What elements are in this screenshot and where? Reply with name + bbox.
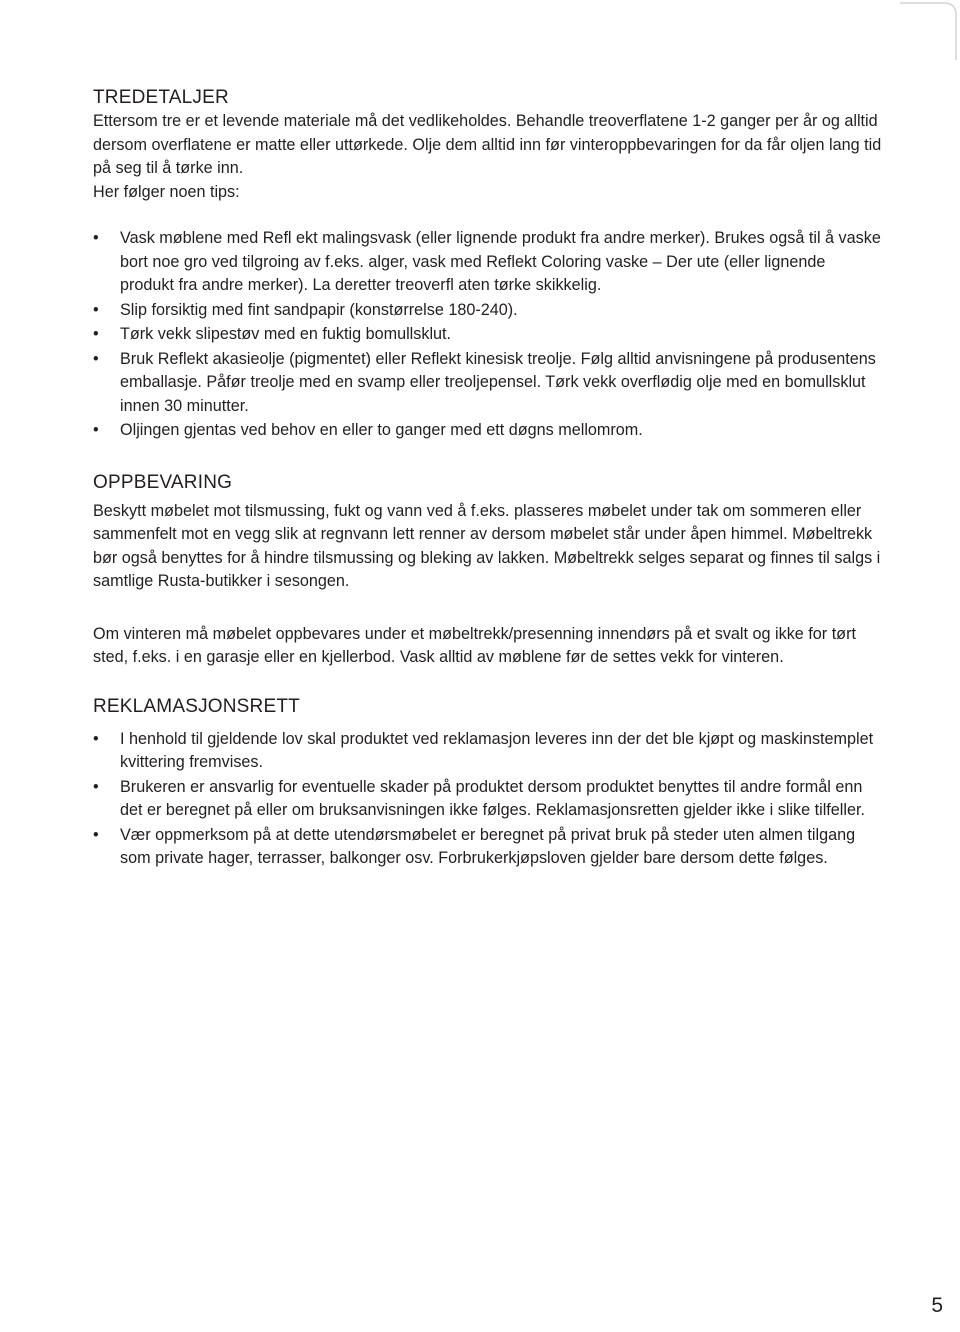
tredetaljer-intro: Ettersom tre er et levende materiale må det vedlikeholdes. Behandle treoverflatene 1-2 ganger per år og alltid dersom overflatene er matte eller uttørkede. Olje dem alltid inn før vinteroppbevaringen for da får oljen lang tid på seg til å tørke inn. [93, 112, 882, 177]
bullet: • [93, 777, 99, 796]
list-item [93, 776, 883, 823]
list-item [93, 299, 883, 323]
reklamasjonsrett-heading: REKLAMASJONSRETT [93, 695, 300, 717]
list-item [93, 323, 883, 347]
list-item-text: Brukeren er ansvarlig for eventuelle skader på produktet dersom produktet benyttes til andre formål enn det er beregnet på eller om bruksanvisningen ikke følges. Reklamasjonsretten gjelder ikke i slike tilfeller. [120, 777, 865, 819]
bullet: • [93, 825, 99, 844]
oppbevaring-paragraph-1: Beskytt møbelet mot tilsmussing, fukt og vann ved å f.eks. plasseres møbelet under tak om sommeren eller sammenfelt mot en vegg slik at regnvann lett renner av dersom møbelet står under åpen himmel. Møbeltrekk bør også benyttes for å hindre tilsmussing og bleking av lakken. Møbeltrekk selges separat og finnes til salgs i samtlige Rusta-butikker i sesongen. [93, 501, 881, 590]
bullet: • [93, 325, 99, 343]
section-tredetaljer [93, 86, 883, 443]
bullet: • [93, 229, 99, 247]
list-item [93, 348, 883, 419]
list-item [93, 227, 883, 298]
tredetaljer-heading: TREDETALJER [93, 87, 229, 108]
list-item-text: Bruk Reflekt akasieolje (pigmentet) eller Reflekt kinesisk treolje. Følg alltid anvisningene på produsentens emballasje. Påfør treolje med en svamp eller treoljepensel. Tørk vekk overflødig olje med en bomullsklut innen 30 minutter. [120, 349, 876, 415]
section-reklamasjonsrett [93, 695, 883, 871]
list-item-text: Oljingen gjentas ved behov en eller to ganger med ett døgns mellomrom. [120, 421, 643, 439]
list-item-text: I henhold til gjeldende lov skal produktet ved reklamasjon leveres inn der det ble kjøpt og maskinstemplet kvittering fremvises. [120, 729, 874, 771]
list-item [93, 419, 883, 443]
page-number: 5 [931, 1294, 943, 1317]
bullet: • [93, 349, 99, 368]
list-item [93, 824, 883, 871]
oppbevaring-heading: OPPBEVARING [93, 471, 233, 493]
list-item-text: Tørk vekk slipestøv med en fuktig bomullsklut. [120, 325, 452, 343]
tredetaljer-tips-intro: Her følger noen tips: [93, 182, 240, 201]
list-item [93, 728, 883, 775]
oppbevaring-paragraph-2: Om vinteren må møbelet oppbevares under et møbeltrekk/presenning innendørs på et svalt og ikke for tørt sted, f.eks. i en garasje eller en kjellerbod. Vask alltid av møblene før de settes vekk for vinteren. [93, 624, 856, 666]
tredetaljer-tips-list [93, 227, 883, 443]
reklamasjonsrett-list [93, 728, 883, 871]
section-oppbevaring [93, 471, 883, 670]
document-body [93, 86, 883, 872]
bullet: • [93, 421, 99, 439]
list-item-text: Vask møblene med Refl ekt malingsvask (eller lignende produkt fra andre merker). Brukes også til å vaske bort noe gro ved tilgroing av f.eks. alger, vask med Reflekt Coloring vaske – Der ute (eller lignende produkt fra andre merker). La deretter treoverfl aten tørke skikkelig. [120, 229, 881, 294]
list-item-text: Vær oppmerksom på at dette utendørsmøbelet er beregnet på privat bruk på steder uten almen tilgang som private hager, terrasser, balkonger osv. Forbrukerkjøpsloven gjelder bare dersom dette følges. [120, 825, 856, 867]
page-corner-curl [900, 0, 960, 60]
bullet: • [93, 300, 99, 319]
list-item-text: Slip forsiktig med fint sandpapir (konstørrelse 180-240). [120, 300, 518, 319]
bullet: • [93, 729, 99, 748]
